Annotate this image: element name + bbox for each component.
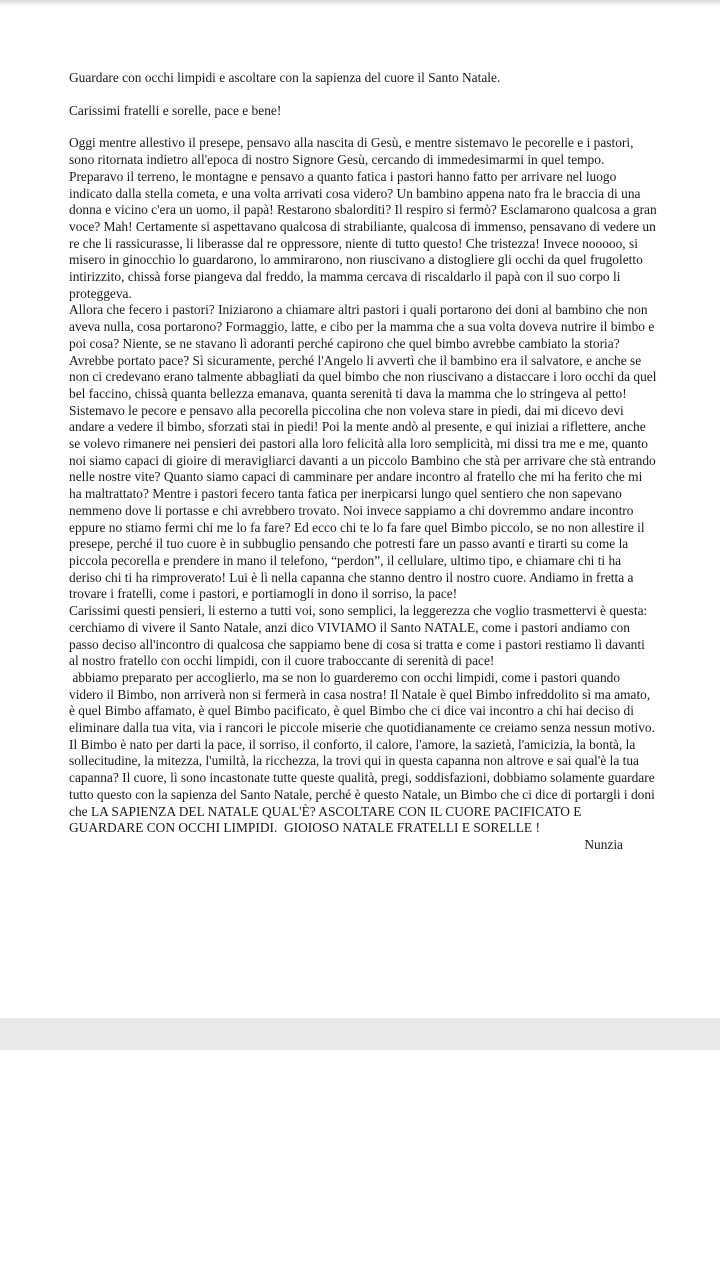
signature: Nunzia	[584, 836, 623, 852]
viewer-bottom-bar	[0, 1018, 720, 1050]
closing-caps: LA SAPIENZA DEL NATALE QUAL'È? ASCOLTARE CON IL CUORE PACIFICATO E GUARDARE CON OCCHI LIMPIDI. GIOIOSO NATALE FRATELLI E SORELLE !	[69, 803, 585, 836]
greeting: Carissimi fratelli e sorelle, pace e bene!	[69, 102, 282, 118]
document-body	[69, 70, 657, 854]
paragraph-1: Oggi mentre allestivo il presepe, pensavo alla nascita di Gesù, e mentre sistemavo le pecorelle e i pastori, sono ritornata indietro all'epoca di nostro Signore Gesù, cercando di immedesimarmi in quel tempo. Preparavo il terreno, le montagne e pensavo a quanto fatica i pastori hanno fatto per arrivare nel luogo indicato dalla stella cometa, e una volta arrivati cosa videro? Un bambino appena nato fra le braccia di una donna e vicino c'era un uomo, il papà! Restarono sbalorditi? Il respiro si fermò? Esclamarono qualcosa a gran voce? Mah! Certamente si aspettavano qualcosa di strabiliante, qualcosa di immenso, pensavano di vedere un re che li rassicurasse, li liberasse dal re oppressore, niente di tutto questo! Che tristezza! Invece nooooo, si misero in ginocchio lo guardarono, lo ammirarono, non riuscivano a distogliere gli occhi da quel frugoletto intirizzito, chissà forse piangeva dal freddo, la mamma cercava di riscaldarlo il papà con il suo corpo li proteggeva.	[69, 135, 657, 301]
title-line: Guardare con occhi limpidi e ascoltare con la sapienza del cuore il Santo Natale.	[69, 70, 501, 85]
paragraph-4-text: abbiamo preparato per accoglierlo, ma se non lo guarderemo con occhi limpidi, come i pastori quando videro il Bimbo, non arriverà non si fermerà in casa nostra! Il Natale è quel Bimbo infreddolito sì ma amato, è quel Bimbo affamato, è quel Bimbo pacificato, è quel Bimbo che ci dice vai incontro a chi hai deciso di eliminare dalla tua vita, via i rancori le piccole miserie che quotidianamente ce creiamo senza nessun motivo. Il Bimbo è nato per darti la pace, il sorriso, il conforto, il calore, l'amore, la sazietà, l'amicizia, la bontà, la sollecitudine, la mitezza, l'umiltà, la ricchezza, la trovi qui in questa capanna non altrove e sai qual'è la tua capanna? Il cuore, lì sono incastonate tutte queste qualità, pregi, soddisfazioni, dobbiamo solamente guardare tutto questo con la sapienza del Santo Natale, perché è questo Natale, un Bimbo che ci dice di portargli i doni che	[69, 669, 659, 819]
document-page[interactable]	[0, 6, 720, 1018]
paragraph-4	[69, 670, 657, 837]
paragraph-3: Carissimi questi pensieri, li esterno a tutti voi, sono semplici, la leggerezza che voglio trasmettervi è questa: cerchiamo di vivere il Santo Natale, anzi dico VIVIAMO il Santo NATALE, come i pastori andiamo con passo deciso all'incontro di qualcosa che sappiamo bene di cosa si tratta e come i pastori restiamo lì davanti al nostro fratello con occhi limpidi, con il cuore traboccante di serenità di pace!	[69, 603, 648, 669]
paragraph-2: Allora che fecero i pastori? Iniziarono a chiamare altri pastori i quali portarono dei doni al bambino che non aveva nulla, cosa portarono? Formaggio, latte, e cibo per la mamma che a sua volta doveva nutrire il bimbo e poi cosa? Niente, se ne stavano lì adoranti perché capirono che quel bimbo avrebbe cambiato la storia? Avrebbe portato pace? Sì sicuramente, perché l'Angelo li avvertì che il bambino era il salvatore, e anche se non ci credevano erano talmente abbagliati da quel bimbo che non riuscivano a distaccare i loro occhi da quel bel faccino, chissà quanta bellezza emanava, quanta serenità ti dava la mamma che lo stringeva al petto! Sistemavo le pecore e pensavo alla pecorella piccolina che non voleva stare in piedi, dai mi dicevo devi andare a vedere il bimbo, sforzati stai in piedi! Poi la mente andò al presente, e qui iniziai a riflettere, anche se volevo rimanere nei pensieri dei pastori alla loro felicità alla loro semplicità, mi dissi tra me e me, quanto noi siamo capaci di gioire di meravigliarci davanti a un piccolo Bambino che stà per arrivare che stà entrando nelle nostre vite? Quanto siamo capaci di camminare per andare incontro al fratello che mi ha ferito che mi ha maltrattato? Mentre i pastori fecero tanta fatica per inerpicarsi lungo quel sentiero che non sapevano nemmeno dove li portasse e chi avrebbero trovato. Noi invece sappiamo a chi dovremmo andare incontro eppure no stiamo fermi chi me lo fa fare? Ed ecco chi te lo fa fare quel Bimbo piccolo, se no non allestire il presepe, perché il tuo cuore è in subbuglio pensando che potresti fare un passo avanti e tirarti su come la piccola pecorella e prendere in mano il telefono, “perdon”, il cellulare, ultimo tipo, e chiamare chi ti ha deriso chi ti ha rimproverato! Lui è lì nella capanna che stanno dentro il nostro cuore. Andiamo in fretta a trovare i fratelli, come i pastori, e portiamogli in dono il sorriso, la pace!	[69, 302, 657, 602]
viewer-empty-area	[0, 1050, 720, 1280]
